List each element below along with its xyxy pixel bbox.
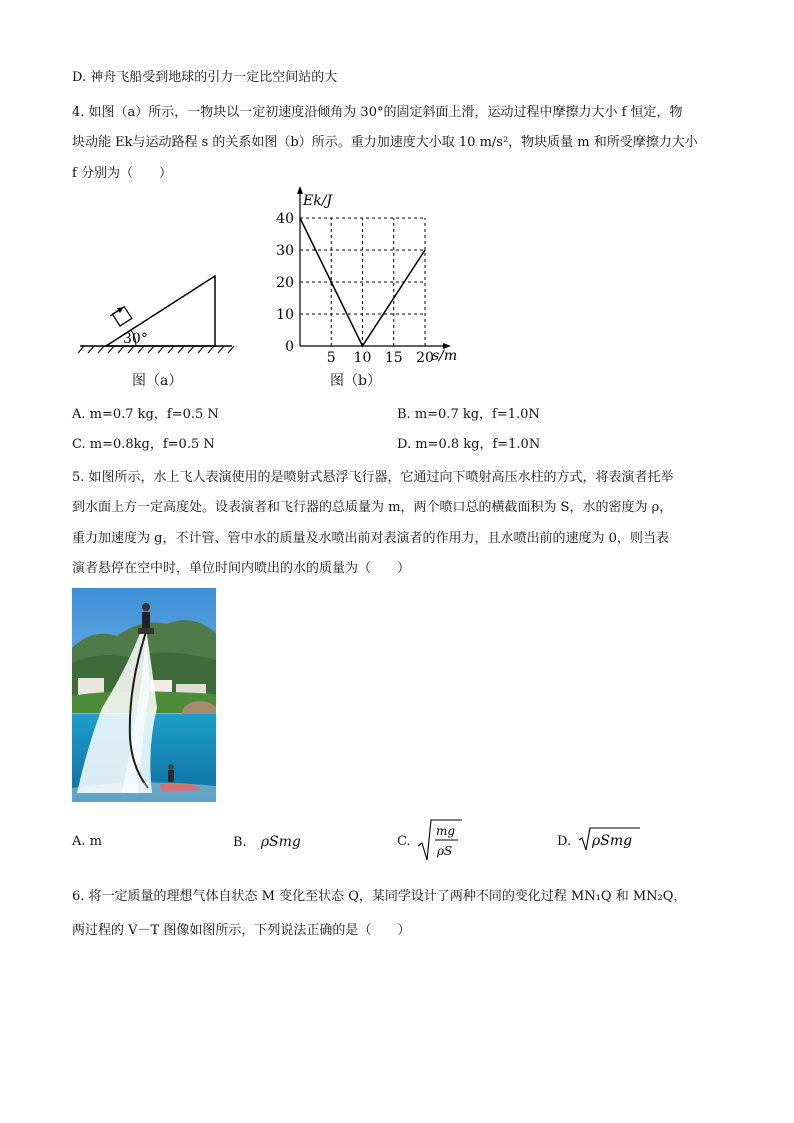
- q4-option-a: A. m=0.7 kg，f=0.5 N: [72, 407, 219, 422]
- q5-stem-line3: 重力加速度为 g，不计管、管中水的质量及水喷出前对表演者的作用力，且水喷出前的速度为 0，则当表: [72, 531, 669, 546]
- angle-label: 30°: [123, 331, 148, 347]
- q5-option-c-letter: C.: [397, 834, 411, 849]
- q4-stem-line3: f 分别为（ ）: [72, 166, 172, 181]
- figure-b-caption: 图（b）: [330, 373, 381, 389]
- q4-stem-line2: 块动能 Ek与运动路程 s 的关系如图（b）所示。重力加速度大小取 10 m/s²，物块质量 m 和所受摩擦力大小: [72, 135, 698, 150]
- q4-stem-line1: 4. 如图（a）所示，一物块以一定初速度沿倾角为 30°的固定斜面上滑，运动过程中摩擦力大小 f 恒定，物: [72, 105, 683, 120]
- q5-stem-line4: 演者悬停在空中时，单位时间内喷出的水的质量为（ ）: [72, 561, 411, 576]
- y-axis-label: Ek/J: [303, 193, 333, 209]
- y-tick-label: 40: [276, 211, 294, 227]
- q4-option-d: D. m=0.8 kg，f=1.0N: [397, 437, 541, 452]
- y-tick-label: 30: [276, 243, 294, 259]
- q5-option-b-expression: ρSmg: [260, 834, 301, 850]
- q5-option-c-formula: [416, 816, 464, 864]
- svg-text:ρSmg: ρSmg: [592, 833, 633, 849]
- q6-stem-line2: 两过程的 V－T 图像如图所示，下列说法正确的是（ ）: [72, 923, 411, 938]
- q5-stem-line1: 5. 如图所示，水上飞人表演使用的是喷射式悬浮飞行器，它通过向下喷射高压水柱的方式，将表演者托举: [72, 470, 674, 485]
- q5-option-b-letter: B.: [233, 835, 247, 850]
- x-tick-label: 10: [353, 350, 372, 365]
- y-tick-label: 0: [285, 339, 294, 355]
- q5-option-a: A. m: [72, 834, 102, 849]
- q5-option-d-letter: D.: [557, 834, 572, 849]
- q6-stem-line1: 6. 将一定质量的理想气体自状态 M 变化至状态 Q，某同学设计了两种不同的变化过程 MN₁Q 和 MN₂Q，: [72, 889, 687, 904]
- q5-option-b: [233, 834, 301, 850]
- q4-option-c: C. m=0.8kg，f=0.5 N: [72, 437, 215, 452]
- figure-a-caption: 图（a）: [132, 373, 183, 389]
- x-tick-label: 5: [326, 350, 336, 365]
- figure-b-chart: [270, 185, 470, 365]
- x-axis-label: s/m: [432, 348, 458, 364]
- q4-option-b: B. m=0.7 kg，f=1.0N: [397, 407, 540, 422]
- figure-a-incline: [70, 260, 240, 360]
- x-tick-label: 20: [416, 350, 434, 365]
- q5-stem-line2: 到水面上方一定高度处。设表演者和飞行器的总质量为 m，两个喷口总的横截面积为 S，水的密度为 ρ，: [72, 500, 673, 515]
- svg-text:ρS: ρS: [437, 844, 453, 858]
- jetpack-photo: [72, 588, 216, 802]
- q5-option-d-formula: [578, 826, 642, 852]
- q3-option-d: D. 神舟飞船受到地球的引力一定比空间站的大: [72, 70, 338, 85]
- svg-text:mg: mg: [436, 824, 456, 838]
- y-tick-label: 10: [276, 307, 294, 323]
- x-tick-label: 15: [384, 350, 403, 365]
- y-tick-label: 20: [276, 275, 294, 291]
